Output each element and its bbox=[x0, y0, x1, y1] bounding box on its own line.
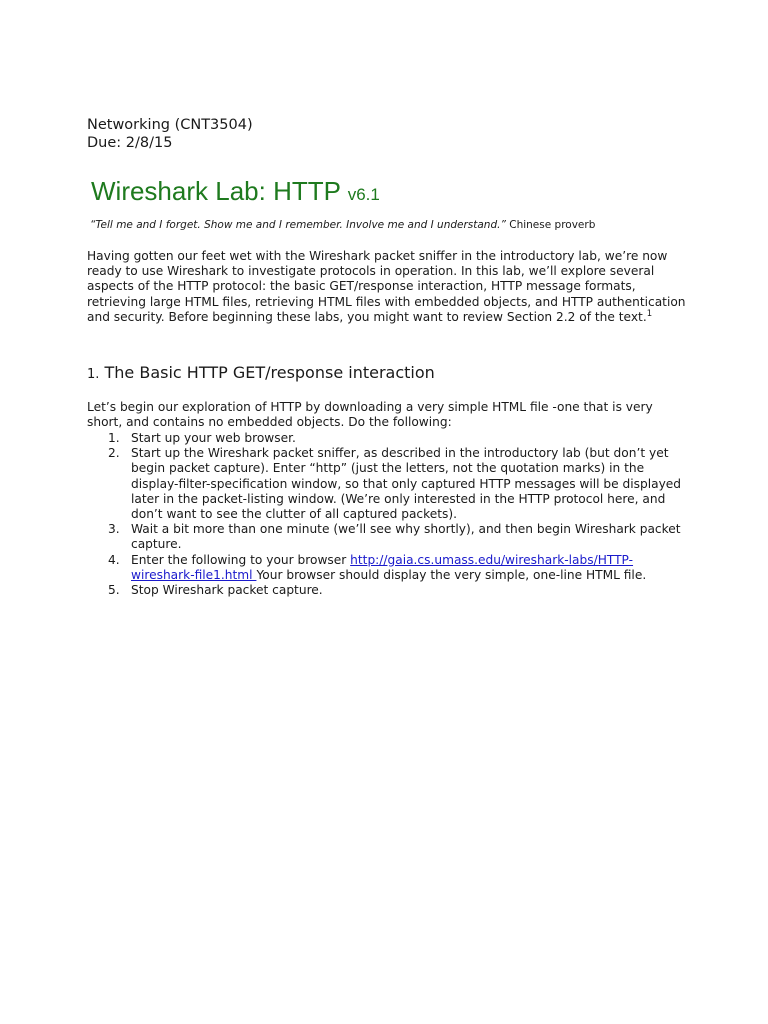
lab-title bbox=[91, 175, 380, 211]
step-number: 3. bbox=[108, 522, 120, 537]
section-intro-paragraph: Let’s begin our exploration of HTTP by downloading a very simple HTML file -one that is very short, and contains no embedded objects. Do the following: bbox=[87, 400, 653, 430]
steps-list bbox=[87, 431, 689, 598]
course-name: Networking (CNT3504) bbox=[87, 117, 253, 133]
due-date: Due: 2/8/15 bbox=[87, 135, 173, 151]
step-text: Start up your web browser. bbox=[131, 431, 296, 445]
list-item bbox=[87, 446, 689, 522]
section-heading bbox=[87, 363, 435, 385]
list-item bbox=[87, 553, 689, 583]
epigraph bbox=[90, 218, 595, 232]
intro-paragraph bbox=[87, 249, 687, 325]
step-text: Stop Wireshark packet capture. bbox=[131, 583, 323, 598]
step-text-after: Your browser should display the very simple, one-line HTML file. bbox=[256, 567, 647, 582]
epigraph-quote: “Tell me and I forget. Show me and I remember. Involve me and I understand.” bbox=[90, 219, 506, 231]
step-number: 5. bbox=[108, 583, 120, 598]
footnote-marker: 1 bbox=[646, 308, 653, 319]
lab-title-main: Wireshark Lab: HTTP bbox=[91, 176, 341, 206]
list-item bbox=[87, 583, 689, 598]
list-item bbox=[87, 431, 689, 446]
step-number: 1. bbox=[108, 431, 120, 445]
section-title: The Basic HTTP GET/response interaction bbox=[104, 363, 435, 382]
epigraph-attribution: Chinese proverb bbox=[509, 219, 596, 231]
step-text: Wait a bit more than one minute (we’ll see why shortly), and then begin Wireshark packet capture. bbox=[131, 522, 681, 552]
lab-title-version: v6.1 bbox=[347, 185, 380, 204]
step-text-before: Enter the following to your browser bbox=[131, 552, 351, 567]
step-number: 2. bbox=[108, 446, 120, 461]
lab-file-link[interactable]: http://gaia.cs.umass.edu/wireshark-labs/HTTP-wireshark-file1.html bbox=[131, 552, 634, 582]
course-header bbox=[87, 116, 253, 152]
section-number: 1. bbox=[87, 367, 100, 382]
list-item bbox=[87, 522, 689, 552]
intro-text: Having gotten our feet wet with the Wireshark packet sniffer in the introductory lab, we’re now ready to use Wireshark to investigate protocols in operation. In this lab, we’ll explore several aspects of the HTTP protocol: the basic GET/response interaction, HTTP message formats, retrieving large HTML files, retrieving HTML files with embedded objects, and HTTP authentication and security. Before beginning these labs, you might want to review Section 2.2 of the text. bbox=[87, 249, 686, 324]
step-text: Start up the Wireshark packet sniffer, as described in the introductory lab (but don’t yet begin packet capture). Enter “http” (just the letters, not the quotation marks) in the display-filter-specification window, so that only captured HTTP messages will be displayed later in the packet-listing window. (We’re only interested in the HTTP protocol here, and don’t want to see the clutter of all captured packets). bbox=[131, 446, 682, 522]
step-number: 4. bbox=[108, 552, 120, 567]
